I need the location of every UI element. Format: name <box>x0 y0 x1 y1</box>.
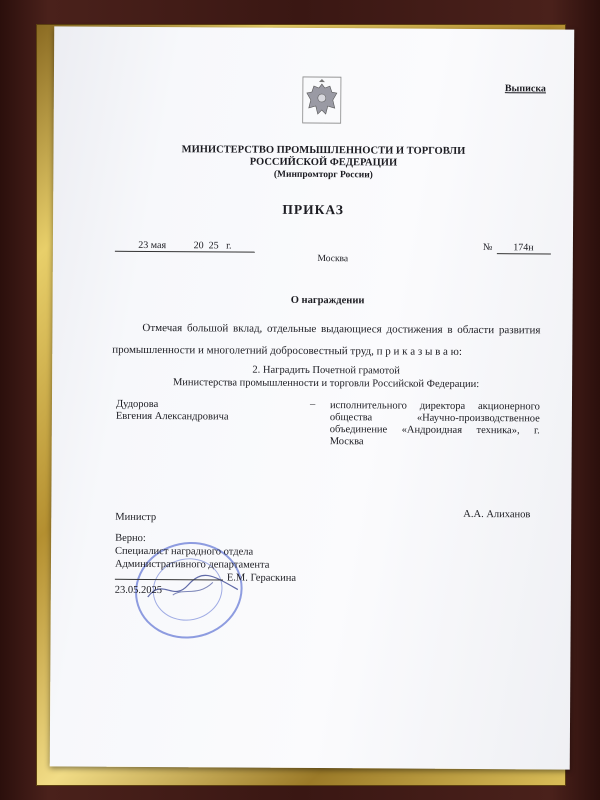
sign-date: 23.05.2025 <box>114 584 163 597</box>
minister-name: А.А. Алиханов <box>463 508 531 521</box>
city: Москва <box>317 254 349 265</box>
department-line: Административного департамента <box>114 558 270 571</box>
award-item-line-2: Министерства промышленности и торговли Российской Федерации: <box>172 377 480 391</box>
coat-of-arms-icon <box>302 76 342 124</box>
order-number <box>483 242 551 254</box>
order-subject: О награждении <box>290 294 365 307</box>
order-date: 23 мая 20 25 г. <box>115 240 255 253</box>
awardee-name <box>116 399 229 424</box>
specialist-name: Е.М. Гераскина <box>226 572 297 584</box>
specialist-line: Специалист наградного отдела <box>115 545 254 558</box>
ministry-line-2: РОССИЙСКОЙ ФЕДЕРАЦИИ <box>249 156 398 169</box>
specialist-signature-line <box>115 571 296 585</box>
awardee-dash: – <box>309 398 316 411</box>
awardee-position: исполнительного директора акционерного общества «Научно-производственное объединение «Андроидная техника», г. Москва <box>329 400 540 448</box>
order-title: ПРИКАЗ <box>282 201 344 218</box>
body-paragraph: Отмечая большой вклад, отдельные выдающиеся достижения в области развития промышленности и многолетний добросовестный труд, п р и к а з ы в а ю: <box>112 321 541 358</box>
certification-block <box>115 532 297 598</box>
minister-label: Министр <box>115 511 157 524</box>
extract-label: Выписка <box>504 83 546 95</box>
awardee-given-names: Евгения Александровича <box>115 410 229 423</box>
verno-label: Верно: <box>115 532 146 544</box>
award-item-line-1: 2. Наградить Почетной грамотой <box>252 364 400 377</box>
number-value: 174н <box>496 242 550 254</box>
awardee-surname: Дудорова <box>115 398 159 411</box>
signature-underline <box>115 579 223 581</box>
ministry-header <box>113 144 533 183</box>
number-prefix: № <box>482 242 493 254</box>
award-item <box>112 363 540 392</box>
ministry-short-name: (Минпромторг России) <box>273 169 373 181</box>
document-page <box>50 26 575 769</box>
ministry-line-1: МИНИСТЕРСТВО ПРОМЫШЛЕННОСТИ И ТОРГОВЛИ <box>181 144 466 157</box>
